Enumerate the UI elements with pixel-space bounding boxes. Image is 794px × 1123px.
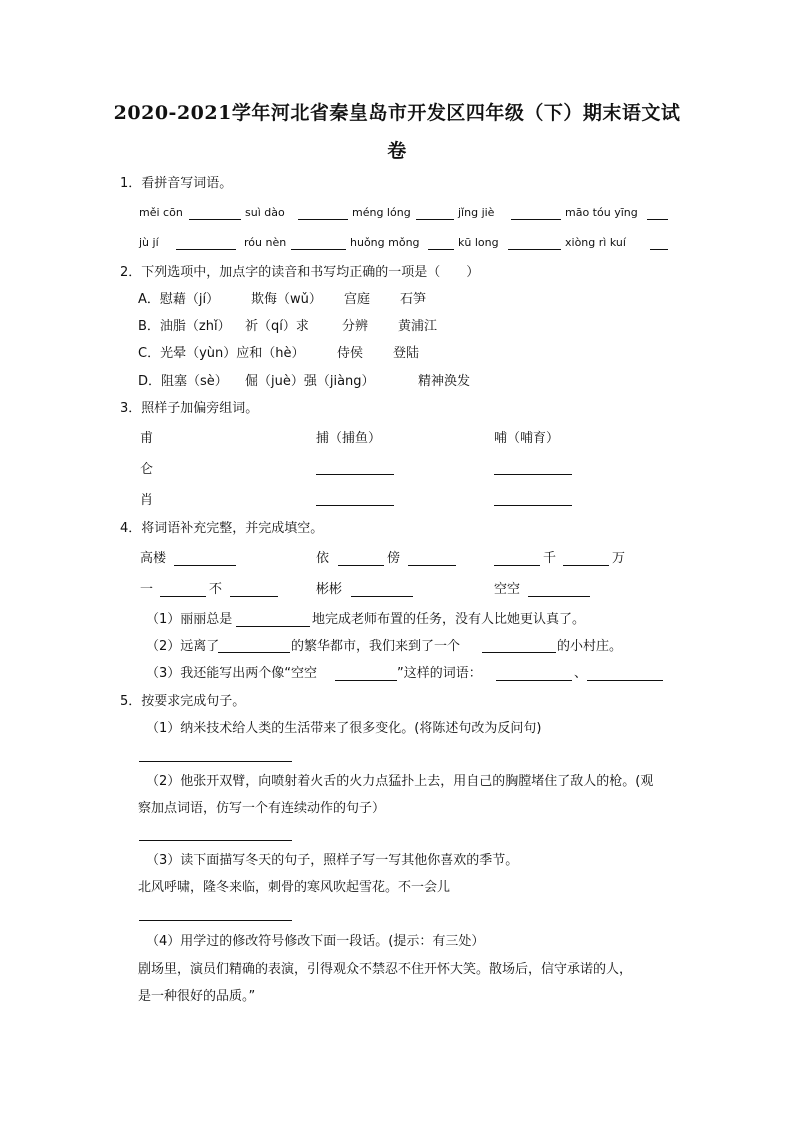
q1-pinyin: suì dào [245,206,285,219]
q5-answer-line[interactable] [139,761,292,762]
q4-word: 不 [209,582,223,597]
q1-pinyin: xiòng rì kuí [565,236,626,249]
q4-word: 千 [543,551,557,566]
q4-sentence-2b: 的繁华都市，我们来到了一个 [291,639,461,654]
q2-option-d[interactable]: D．阻塞（sè） [138,374,228,389]
q2-heading: 2．下列选项中，加点字的读音和书写均正确的一项是（ ） [120,265,480,280]
q4-sentence-3c: 、 [574,666,588,681]
q2-option-c[interactable]: C．光晕（yùn）应和（hè） [138,346,305,361]
q3-char: 仑 [140,462,154,477]
q4-sentence-2a: （2）远离了 [146,639,220,654]
q4-answer-blank[interactable] [335,680,397,681]
q4-answer-blank[interactable] [174,565,236,566]
q4-answer-blank[interactable] [528,596,590,597]
q4-sentence-1b: 地完成老师布置的任务，没有人比她更认真了。 [312,612,586,627]
q5-heading: 5．按要求完成句子。 [120,694,246,709]
q1-pinyin: māo tóu yīng [565,206,638,219]
q4-sentence-3a: （3）我还能写出两个像“空空 [146,666,318,681]
q2-option-b-word: 黄浦江 [398,319,438,334]
q4-answer-blank[interactable] [482,652,556,653]
q1-pinyin: jǐng jiè [458,206,495,219]
q5-part3: （3）读下面描写冬天的句子，照样子写一写其他你喜欢的季节。 [146,853,519,868]
q3-heading: 3．照样子加偏旁组词。 [120,401,259,416]
q4-sentence-3b: ”这样的词语： [397,666,482,681]
q3-char: 肖 [140,493,154,508]
q4-answer-blank[interactable] [496,680,572,681]
q3-answer-blank[interactable] [494,505,572,506]
q4-answer-blank[interactable] [494,565,540,566]
q3-answer-blank[interactable] [316,474,394,475]
q4-heading: 4．将词语补充完整，并完成填空。 [120,521,324,536]
q1-pinyin: huǒng mǒng [350,236,420,249]
q1-heading: 1．看拼音写词语。 [120,176,233,191]
q1-answer-blank[interactable] [428,249,454,250]
q1-pinyin: méng lóng [352,206,411,219]
q4-answer-blank[interactable] [408,565,456,566]
exam-title-line1: 2020-2021学年河北省秦皇岛市开发区四年级（下）期末语文试 [113,102,681,124]
q5-part4-text-line1: 剧场里，演员们精确的表演，引得观众不禁忍不住开怀大笑。散场后，信守承诺的人， [138,962,633,977]
q4-word: 万 [612,551,626,566]
q2-option-d-word: 精神涣发 [418,374,471,389]
q4-sentence-1a: （1）丽丽总是 [146,612,233,627]
q4-word: 依 [316,551,330,566]
q2-option-b-word: 祈（qí）求 [245,319,309,334]
q2-option-d-word: 倔（juè）强（jiàng） [245,374,375,389]
q3-example: 哺（哺育） [494,431,560,446]
q1-pinyin: róu nèn [244,236,287,249]
q1-pinyin: kū long [458,236,499,249]
q3-answer-blank[interactable] [316,505,394,506]
q1-answer-blank[interactable] [511,219,561,220]
q4-answer-blank[interactable] [563,565,609,566]
q2-option-a-word: 宫庭 [344,292,371,307]
q4-word: 傍 [387,551,401,566]
q4-word: 彬彬 [316,582,343,597]
q4-answer-blank[interactable] [351,596,413,597]
q4-word: 一 [140,582,154,597]
q5-part4-text-line2: 是一种很好的品质。” [138,989,256,1004]
q4-answer-blank[interactable] [587,680,663,681]
q1-answer-blank[interactable] [298,219,348,220]
q1-answer-blank[interactable] [647,219,668,220]
q1-pinyin: jù jí [139,236,159,249]
q1-answer-blank[interactable] [291,249,346,250]
q5-part4: （4）用学过的修改符号修改下面一段话。(提示：有三处） [146,934,485,949]
q4-sentence-2c: 的小村庄。 [557,639,623,654]
q5-part1: （1）纳米技术给人类的生活带来了很多变化。(将陈述句改为反问句) [146,721,542,736]
q4-word: 空空 [494,582,521,597]
q4-answer-blank[interactable] [218,652,290,653]
q3-base-char: 甫 [140,431,154,446]
q1-pinyin: měi cōn [139,206,183,219]
q4-answer-blank[interactable] [230,596,278,597]
q4-answer-blank[interactable] [236,626,310,627]
q5-part2-line1: （2）他张开双臂，向喷射着火舌的火力点猛扑上去，用自己的胸膛堵住了敌人的枪。(观 [146,774,654,789]
q4-answer-blank[interactable] [160,596,206,597]
q3-answer-blank[interactable] [494,474,572,475]
exam-title-line2: 卷 [387,140,407,162]
q5-part3-example: 北风呼啸，隆冬来临，刺骨的寒风吹起雪花。不一会儿 [138,880,451,895]
q1-answer-blank[interactable] [176,249,236,250]
q5-part2-line2: 察加点词语，仿写一个有连续动作的句子） [138,801,386,816]
q2-option-b-word: 分辨 [342,319,369,334]
q3-example: 捕（捕鱼） [316,431,382,446]
q1-answer-blank[interactable] [508,249,561,250]
q2-option-a-word: 欺侮（wǔ） [251,292,322,307]
q2-option-a[interactable]: A．慰藉（jí） [138,292,220,307]
q2-option-a-word: 石笋 [400,292,427,307]
q5-answer-line[interactable] [139,840,292,841]
q1-answer-blank[interactable] [416,219,454,220]
q5-answer-line[interactable] [139,920,292,921]
q4-answer-blank[interactable] [338,565,384,566]
q2-option-b[interactable]: B．油脂（zhǐ） [138,319,231,334]
q2-option-c-word: 侍侯 [337,346,364,361]
q2-option-c-word: 登陆 [393,346,420,361]
q4-word: 高楼 [140,551,167,566]
q1-answer-blank[interactable] [189,219,241,220]
q1-answer-blank[interactable] [650,249,668,250]
